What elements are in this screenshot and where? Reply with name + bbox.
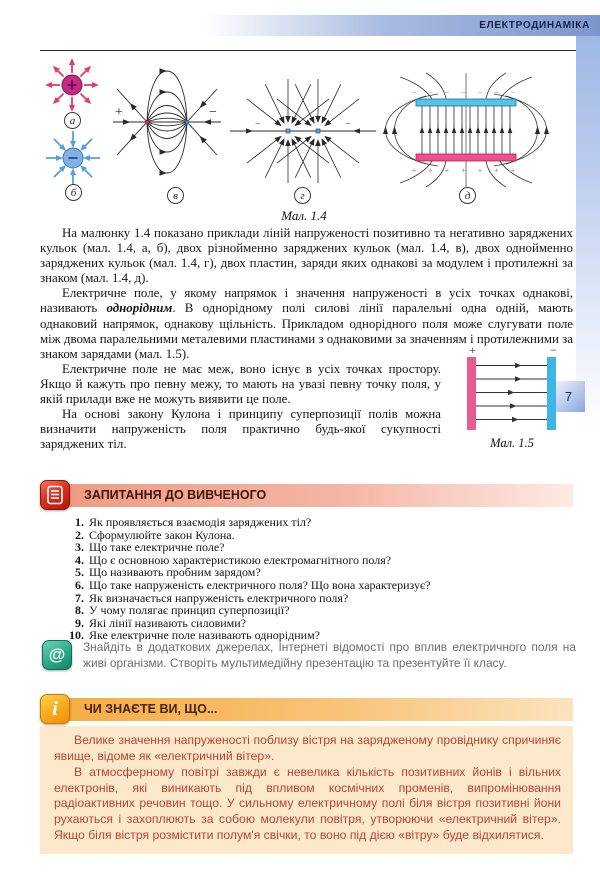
figure-label-v: в — [167, 187, 184, 204]
question-text: Сформулюйте закон Кулона. — [89, 527, 235, 542]
internet-task — [42, 640, 576, 671]
minus-label: − — [550, 343, 557, 357]
questions-header — [40, 480, 573, 510]
question-text: Що таке електричне поле? — [89, 540, 225, 555]
question-text: Що називають пробним зарядом? — [89, 565, 261, 580]
page-number: 7 — [552, 381, 585, 412]
question-text: Як визначається напруженість електричного поля? — [89, 590, 349, 605]
paragraph-2-text: Електричне поле, у якому напрямок і значення напруженості в усіх точках однакові, називають — [40, 286, 573, 316]
negative-plate — [547, 357, 556, 430]
question-number: 4. — [75, 552, 84, 567]
figure-1-5-caption: Мал. 1.5 — [490, 435, 534, 450]
question-number: 7. — [75, 590, 84, 605]
question-text: Що таке напруженість електричного поля? Що вона характеризує? — [89, 577, 431, 592]
question-number: 1. — [75, 515, 84, 529]
paragraph-3: Електричне поле не має меж, воно існує в усіх точках простору. Якщо й кажуть про певну межу, то мають на увазі певну точку поля, у якій прилади вже не можуть виявити це поле. — [40, 361, 441, 407]
know-paragraph-1: Велике значення напруженості поблизу вістря на зарядженому провіднику спричиняє явище, відоме як «електричний вітер». — [54, 733, 561, 763]
question-number: 8. — [75, 603, 84, 618]
negative-plate — [416, 99, 516, 106]
questions-title: ЗАПИТАННЯ ДО ВИВЧЕНОГО — [58, 484, 573, 507]
figure-positive-charge — [38, 56, 106, 114]
body-text — [40, 226, 573, 453]
minus-label: − — [345, 119, 351, 130]
question-text: Як проявляється взаємодія заряджених тіл? — [89, 515, 312, 529]
positive-plate — [416, 154, 516, 161]
figure-1-4-caption: Мал. 1.4 — [281, 208, 327, 223]
question-number: 6. — [75, 577, 84, 592]
figure-label-d: д — [459, 187, 476, 204]
plus-label: + — [469, 343, 476, 357]
list-document-icon — [40, 480, 70, 510]
figure-like-charges-field — [228, 74, 378, 192]
plus-label: + — [115, 105, 123, 120]
question-text: У чому полягає принцип суперпозиції? — [89, 603, 290, 618]
term-uniform-field: однорідним — [106, 301, 173, 316]
question-text: Яке електричне поле називають однорідним? — [89, 628, 320, 643]
figure-1-4 — [34, 58, 582, 228]
question-text: Що є основною характеристикою електромагнітного поля? — [89, 552, 392, 567]
figure-negative-charge — [39, 129, 107, 187]
did-you-know-title: ЧИ ЗНАЄТЕ ВИ, ЩО... — [58, 698, 573, 721]
question-number: 2. — [75, 527, 84, 542]
figure-label-b: б — [65, 184, 82, 201]
know-paragraph-2: В атмосферному повітрі завжди є невелика кількість позитивних йонів і вільних електронів, які виникають під впливом космічних променів, випромінювання радіоактивних речовин тощо. У сильному електричному полі біля вістря позитивні йони рухаються і захоплюють за собою молекули повітря, утворюючи «електричний вітер». Якщо біля вістря розмістити полум'я свічки, то воно під дією «вітру» буде відхилятися. — [54, 764, 561, 843]
question-number: 10. — [69, 628, 84, 643]
did-you-know-header — [40, 694, 573, 724]
minus-label: − — [209, 105, 217, 120]
did-you-know-body — [40, 726, 573, 854]
questions-list — [58, 516, 573, 642]
did-you-know-section — [40, 694, 573, 854]
question-text: Які лінії називають силовими? — [89, 615, 247, 630]
paragraph-4: На основі закону Кулона і принципу суперпозиції полів можна визначити напруженість поля практично будь-якої сукупності заряджених тіл. — [40, 407, 441, 452]
plus-charges-row: + + + + + + + — [411, 166, 521, 175]
question-item — [58, 579, 573, 592]
internet-task-text: Знайдіть в додаткових джерелах, Інтернеті відомості про вплив електричного поля на живі організми. Створіть мультимедійну презентацію та презентуйте її класу. — [83, 640, 576, 670]
figure-label-g: г — [294, 187, 311, 204]
question-item — [58, 604, 573, 617]
minus-label: − — [255, 119, 261, 130]
info-icon: i — [40, 694, 70, 724]
header-rule — [40, 50, 593, 51]
chapter-title: ЕЛЕКТРОДИНАМІКА — [479, 20, 590, 31]
paragraph-1: На малюнку 1.4 показано приклади ліній напруженості позитивно та негативно заряджених кульок (мал. 1.4, а, б), двох різнойменно заряджених кульок (мал. 1.4, в), двох однойменно заряджених кульок (мал. 1.4, г), двох пластин, заряди яких однакові за модулем і протилежні за знаком (мал. 1.4, д). — [40, 226, 573, 286]
figure-capacitor-field — [382, 69, 550, 191]
chapter-header-bar — [205, 15, 600, 36]
paragraph-2-text: . В однорідному полі силові лінії паралельні одна одній, мають однаковий напрямок, однакову щільність. Прикладом однорідного поля може слугувати поле між двома паралельними металевими пластинами з однаковими за значенням і протилежними за знаком зарядами (мал. 1.5). — [40, 301, 573, 361]
question-item — [58, 516, 573, 529]
positive-plate — [467, 357, 476, 430]
figure-1-5 — [451, 344, 573, 451]
figure-uniform-field — [460, 344, 564, 436]
at-icon: @ — [42, 640, 72, 670]
figure-dipole-field — [111, 61, 223, 183]
questions-section — [40, 480, 573, 642]
question-item — [58, 541, 573, 554]
question-number: 3. — [75, 540, 84, 555]
figure-label-a: а — [64, 112, 81, 129]
question-number: 9. — [75, 615, 84, 630]
question-number: 5. — [75, 565, 84, 580]
minus-charges-row: − − − − − − − — [411, 88, 521, 97]
